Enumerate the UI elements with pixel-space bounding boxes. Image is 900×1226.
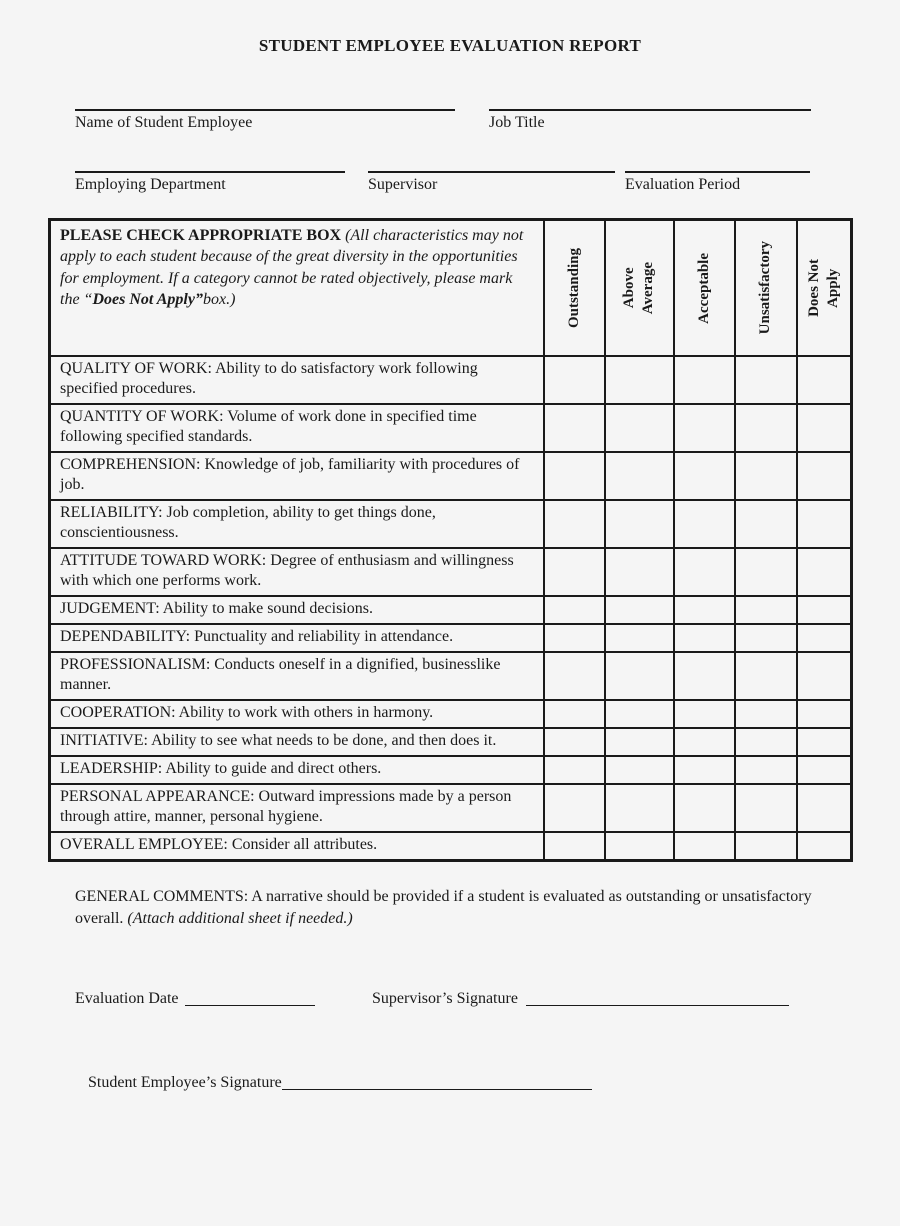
student-name-input-line[interactable] (75, 96, 455, 111)
rating-cell[interactable] (735, 728, 797, 756)
rating-cell[interactable] (605, 596, 674, 624)
table-row-cooperation (50, 700, 852, 728)
rating-cell[interactable] (735, 700, 797, 728)
rating-cell[interactable] (735, 356, 797, 404)
department-label: Employing Department (75, 176, 226, 193)
supervisor-label: Supervisor (368, 176, 438, 193)
row-label: PROFESSIONALISM: Conducts oneself in a dignified, businesslike manner. (50, 652, 544, 700)
rating-cell[interactable] (674, 652, 735, 700)
rating-cell[interactable] (544, 404, 605, 452)
general-comments (75, 886, 817, 929)
rating-cell[interactable] (735, 652, 797, 700)
rating-cell[interactable] (605, 356, 674, 404)
top-fields-row-2 (75, 158, 810, 194)
rating-cell[interactable] (674, 356, 735, 404)
rating-cell[interactable] (674, 624, 735, 652)
supervisor-input-line[interactable] (368, 158, 615, 173)
rating-cell[interactable] (797, 728, 852, 756)
row-label: INITIATIVE: Ability to see what needs to be done, and then does it. (50, 728, 544, 756)
column-header-label: Unsatisfactory (757, 241, 774, 335)
student-signature-input-line[interactable] (282, 1075, 592, 1090)
rating-cell[interactable] (797, 832, 852, 861)
rating-cell[interactable] (674, 452, 735, 500)
student-name-label: Name of Student Employee (75, 114, 253, 131)
rating-cell[interactable] (735, 756, 797, 784)
rating-cell[interactable] (797, 548, 852, 596)
rating-cell[interactable] (797, 452, 852, 500)
rating-cell[interactable] (544, 832, 605, 861)
column-header-label: Acceptable (695, 252, 712, 324)
rating-cell[interactable] (544, 700, 605, 728)
general-comments-italic-text: (Attach additional sheet if needed.) (127, 909, 353, 927)
rating-cell[interactable] (544, 728, 605, 756)
rating-cell[interactable] (605, 548, 674, 596)
row-label: JUDGEMENT: Ability to make sound decisions. (50, 596, 544, 624)
student-signature-label: Student Employee’s Signature (88, 1074, 282, 1091)
student-signature-field (88, 1074, 592, 1092)
supervisor-field (368, 158, 615, 194)
rating-cell[interactable] (674, 548, 735, 596)
row-label: COMPREHENSION: Knowledge of job, familiarity with procedures of job. (50, 452, 544, 500)
column-header-above-average (605, 220, 674, 357)
column-header-acceptable (674, 220, 735, 357)
rating-cell[interactable] (674, 596, 735, 624)
instructions-italic-end-text: box.) (202, 290, 236, 308)
row-label: LEADERSHIP: Ability to guide and direct others. (50, 756, 544, 784)
row-label: QUANTITY OF WORK: Volume of work done in specified time following specified standards. (50, 404, 544, 452)
evaluation-date-input-line[interactable] (185, 991, 315, 1006)
supervisor-signature-label: Supervisor’s Signature (372, 990, 518, 1007)
rating-cell[interactable] (605, 404, 674, 452)
rating-cell[interactable] (797, 784, 852, 832)
column-header-does-not-apply (797, 220, 852, 357)
instructions-cell (50, 220, 544, 357)
page-title: STUDENT EMPLOYEE EVALUATION REPORT (258, 36, 642, 55)
rating-cell[interactable] (797, 700, 852, 728)
table-header-row (50, 220, 852, 357)
column-header-label: Outstanding (565, 247, 582, 329)
rating-cell[interactable] (674, 404, 735, 452)
rating-cell[interactable] (605, 832, 674, 861)
rating-cell[interactable] (544, 756, 605, 784)
evaluation-date-label: Evaluation Date (75, 990, 179, 1007)
rating-cell[interactable] (544, 624, 605, 652)
student-name-field (75, 96, 455, 132)
row-label: QUALITY OF WORK: Ability to do satisfactory work following specified procedures. (50, 356, 544, 404)
table-row-judgement (50, 596, 852, 624)
rating-cell[interactable] (797, 652, 852, 700)
rating-cell[interactable] (797, 756, 852, 784)
rating-cell[interactable] (797, 596, 852, 624)
table-row-leadership (50, 756, 852, 784)
evaluation-period-label: Evaluation Period (625, 176, 741, 193)
row-label: PERSONAL APPEARANCE: Outward impressions made by a person through attire, manner, personal hygiene. (50, 784, 544, 832)
column-header-outstanding (544, 220, 605, 357)
rating-cell[interactable] (605, 500, 674, 548)
table-row-quantity-of-work (50, 404, 852, 452)
rating-cell[interactable] (674, 700, 735, 728)
row-label: ATTITUDE TOWARD WORK: Degree of enthusiasm and willingness with which one performs work. (50, 548, 544, 596)
row-label: RELIABILITY: Job completion, ability to get things done, conscientiousness. (50, 500, 544, 548)
column-header-label: Above (621, 267, 638, 309)
table-row-quality-of-work (50, 356, 852, 404)
rating-cell[interactable] (735, 404, 797, 452)
instructions-bold-text: PLEASE CHECK APPROPRIATE BOX (60, 227, 342, 244)
table-row-reliability (50, 500, 852, 548)
rating-cell[interactable] (544, 652, 605, 700)
supervisor-signature-input-line[interactable] (526, 991, 789, 1006)
rating-cell[interactable] (605, 452, 674, 500)
table-row-initiative (50, 728, 852, 756)
rating-cell[interactable] (544, 596, 605, 624)
rating-cell[interactable] (605, 784, 674, 832)
column-header-unsatisfactory (735, 220, 797, 357)
rating-cell[interactable] (735, 832, 797, 861)
rating-cell[interactable] (605, 624, 674, 652)
rating-cell[interactable] (735, 624, 797, 652)
general-comments-text: GENERAL COMMENTS: A narrative should be provided if a student is evaluated as outstanding or unsatisfactory overall. (75, 888, 812, 927)
instructions-italic-text: (All characteristics may not apply to each student because of the great diversity in the opportunities for employment. If a category cannot be rated objectively, please mark the “ (60, 227, 524, 308)
department-field (75, 158, 345, 194)
rating-cell[interactable] (544, 356, 605, 404)
rating-cell[interactable] (605, 700, 674, 728)
rating-cell[interactable] (674, 832, 735, 861)
column-header-label: Does Not (806, 259, 822, 317)
rating-cell[interactable] (797, 500, 852, 548)
rating-cell[interactable] (605, 652, 674, 700)
instructions-bold-italic-text: Does Not Apply” (92, 290, 203, 308)
table-row-dependability (50, 624, 852, 652)
table-row-professionalism (50, 652, 852, 700)
rating-cell[interactable] (674, 784, 735, 832)
rating-cell[interactable] (605, 728, 674, 756)
top-fields-row-1 (75, 96, 811, 132)
rating-cell[interactable] (797, 404, 852, 452)
rating-cell[interactable] (735, 548, 797, 596)
rating-cell[interactable] (605, 756, 674, 784)
row-label: COOPERATION: Ability to work with others in harmony. (50, 700, 544, 728)
job-title-label: Job Title (489, 114, 545, 131)
job-title-field (489, 96, 811, 132)
evaluation-period-input-line[interactable] (625, 158, 810, 173)
rating-cell[interactable] (674, 500, 735, 548)
evaluation-date-field (75, 990, 315, 1008)
rating-cell[interactable] (797, 356, 852, 404)
column-header-label: Apply (824, 268, 841, 308)
rating-cell[interactable] (735, 596, 797, 624)
rating-cell[interactable] (735, 784, 797, 832)
supervisor-signature-field (372, 990, 789, 1008)
row-label: OVERALL EMPLOYEE: Consider all attributes. (50, 832, 544, 861)
table-row-attitude-toward-work (50, 548, 852, 596)
job-title-input-line[interactable] (489, 96, 811, 111)
table-row-overall-employee (50, 832, 852, 861)
table-row-comprehension (50, 452, 852, 500)
department-input-line[interactable] (75, 158, 345, 173)
rating-cell[interactable] (544, 500, 605, 548)
rating-cell[interactable] (797, 624, 852, 652)
row-label: DEPENDABILITY: Punctuality and reliability in attendance. (50, 624, 544, 652)
rating-cell[interactable] (674, 756, 735, 784)
rating-cell[interactable] (735, 452, 797, 500)
rating-cell[interactable] (544, 548, 605, 596)
rating-cell[interactable] (544, 784, 605, 832)
evaluation-period-field (625, 158, 810, 194)
rating-cell[interactable] (544, 452, 605, 500)
table-row-personal-appearance (50, 784, 852, 832)
rating-cell[interactable] (735, 500, 797, 548)
column-header-label: Average (640, 261, 656, 315)
rating-cell[interactable] (674, 728, 735, 756)
evaluation-table (48, 218, 853, 862)
